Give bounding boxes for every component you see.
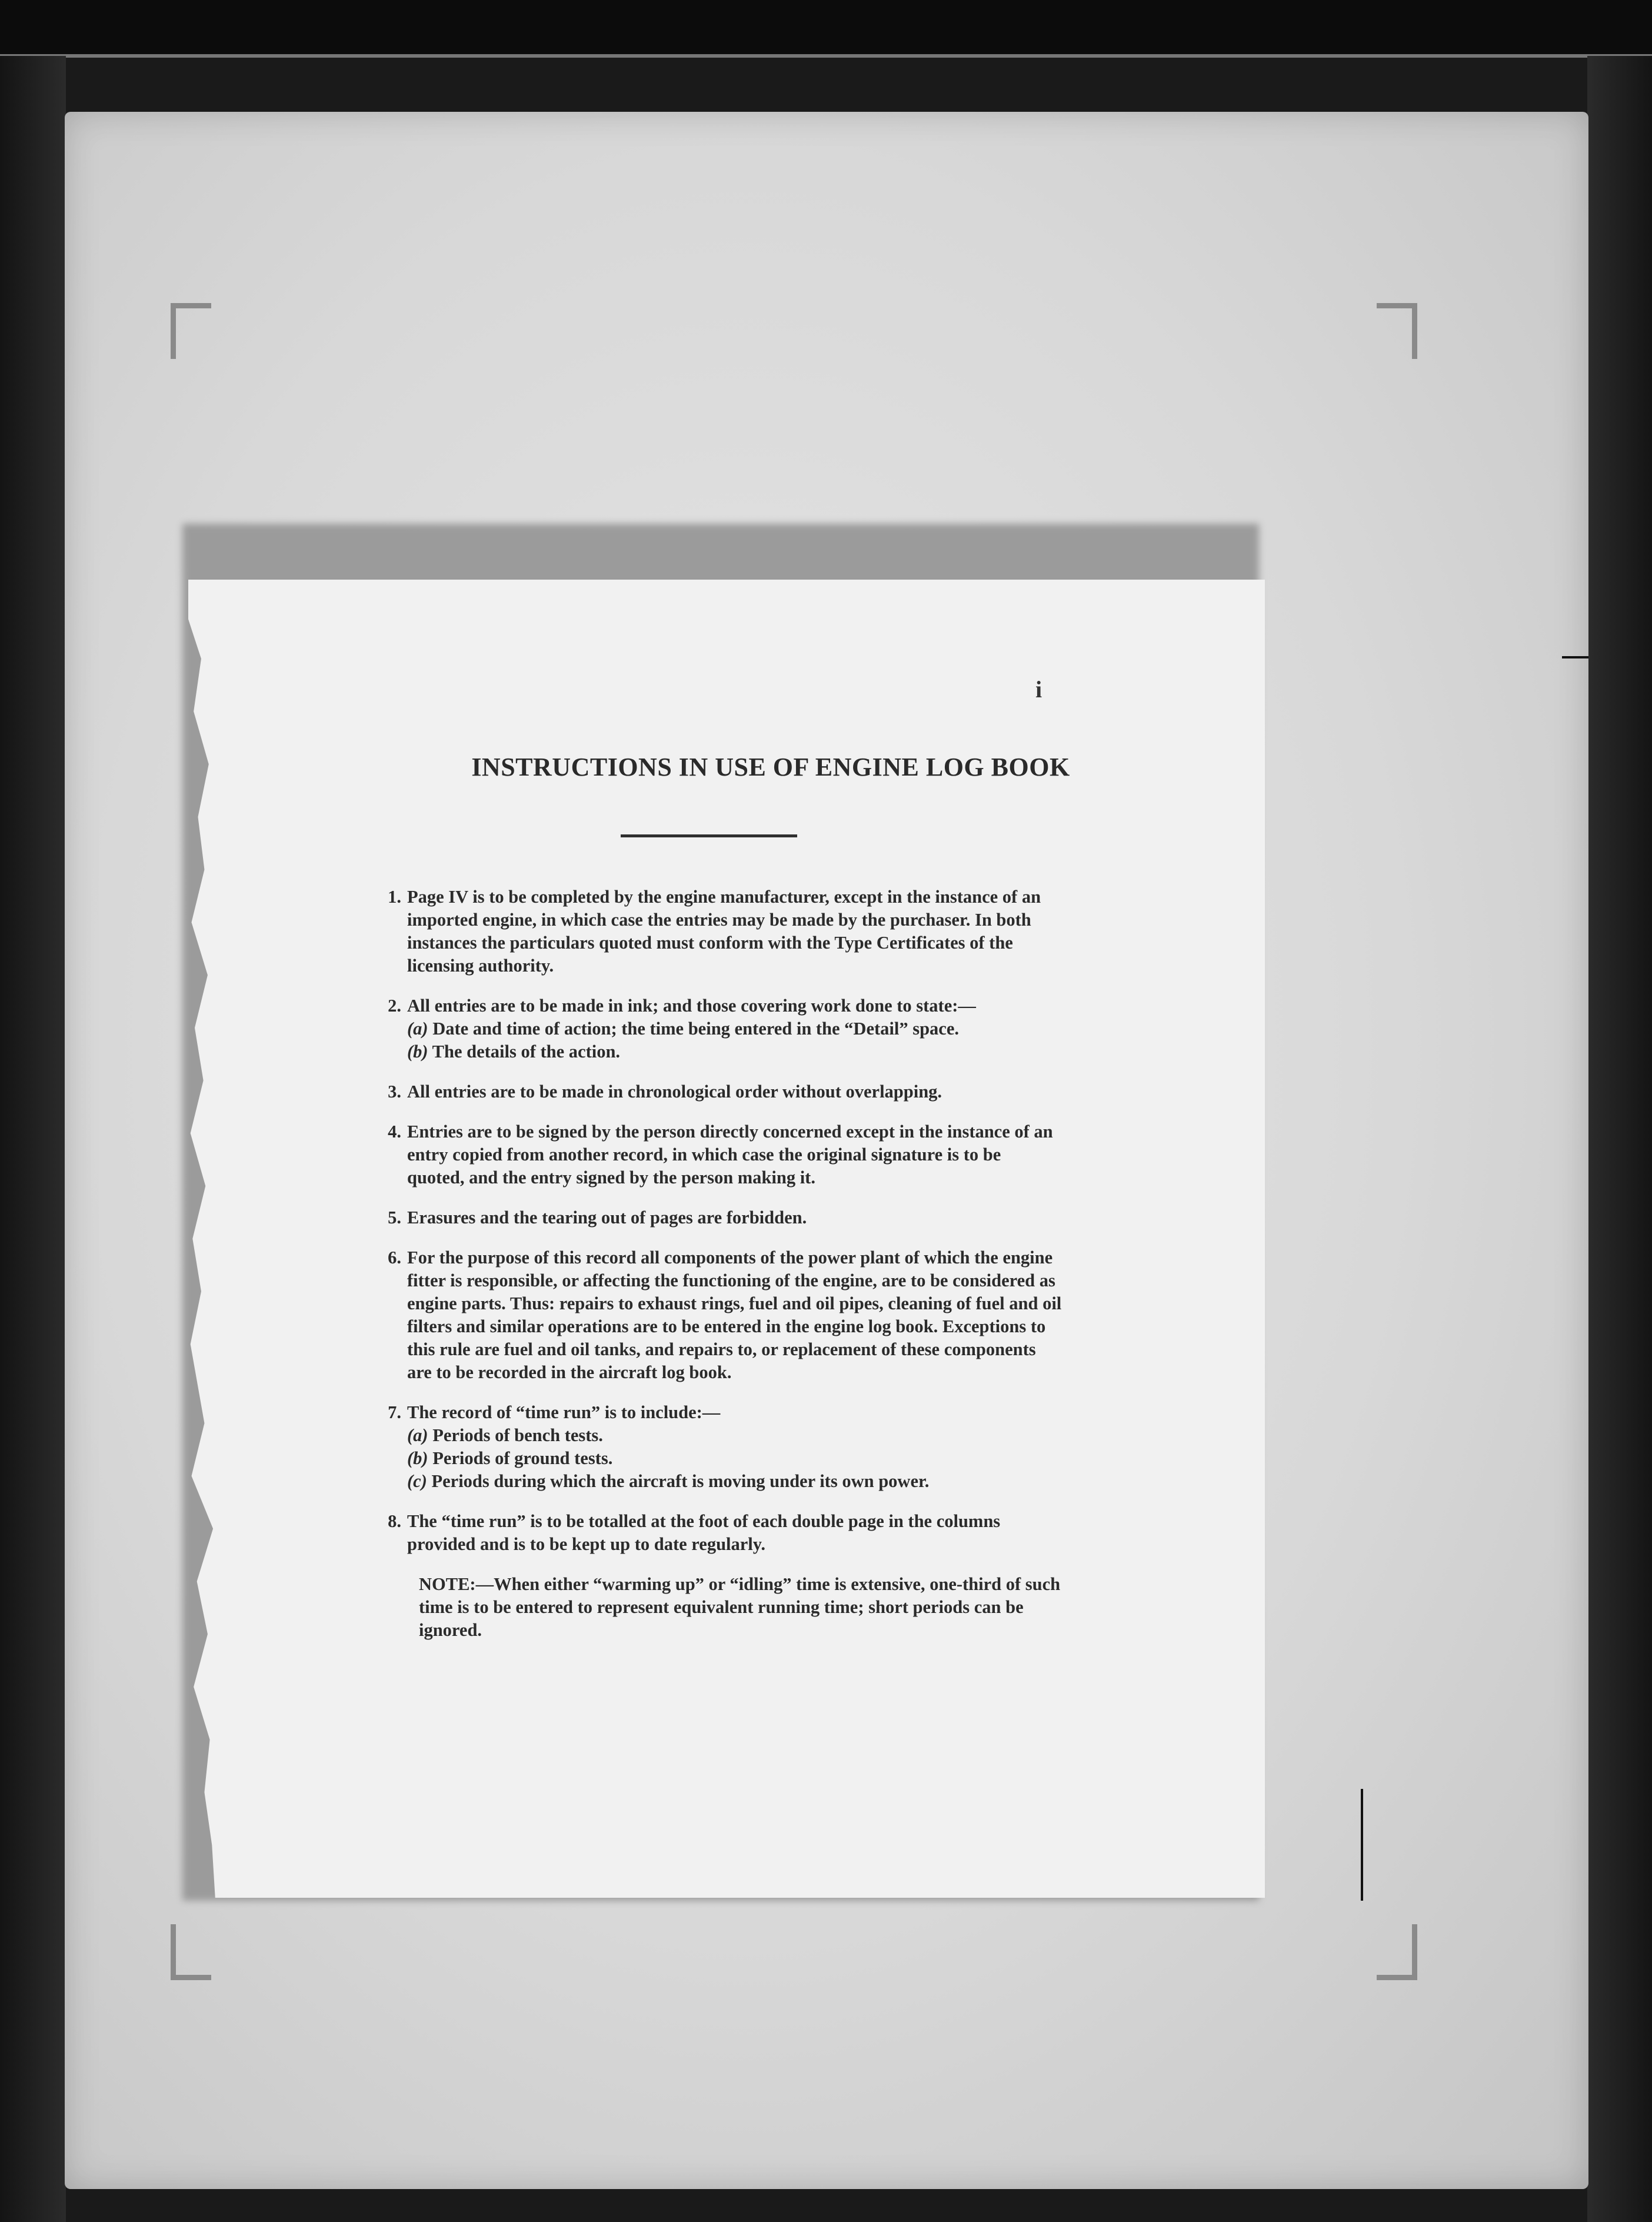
crop-mark-bottom-right bbox=[1377, 1924, 1417, 1980]
item-number: 3. bbox=[388, 1082, 401, 1102]
sub-item bbox=[407, 1424, 1062, 1447]
item-text: All entries are to be made in chronological order without overlapping. bbox=[407, 1082, 942, 1102]
sub-item-text: Periods of ground tests. bbox=[432, 1448, 613, 1468]
item-number: 2. bbox=[388, 996, 401, 1016]
instruction-item bbox=[371, 886, 1062, 977]
sub-item-letter: (a) bbox=[407, 1019, 428, 1039]
page-title: INSTRUCTIONS IN USE OF ENGINE LOG BOOK bbox=[471, 753, 1070, 781]
item-text: All entries are to be made in ink; and those covering work done to state:— bbox=[407, 996, 976, 1016]
film-edge-line bbox=[0, 54, 1652, 58]
crop-mark-top-right bbox=[1377, 303, 1417, 359]
sub-item-text: The details of the action. bbox=[432, 1042, 621, 1062]
sub-item-text: Date and time of action; the time being entered in the “Detail” space. bbox=[432, 1019, 960, 1039]
item-text: For the purpose of this record all components of the power plant of which the engine fitter is responsible, or affecting the functioning of the engine, are to be considered as engine parts. Thus: repairs to exhaust rings, fuel and oil pipes, cleaning of fuel and oil filters and similar operations are to be entered in the engine log book. Exceptions to this rule are fuel and oil tanks, and repairs to, or replacement of these components are to be recorded in the aircraft log book. bbox=[407, 1248, 1062, 1382]
instruction-list bbox=[371, 886, 1062, 1642]
sub-item bbox=[407, 1040, 1062, 1063]
instruction-item bbox=[371, 1080, 1062, 1103]
instruction-item bbox=[371, 1510, 1062, 1556]
crop-mark-bottom-left bbox=[171, 1924, 211, 1980]
film-top-border bbox=[0, 0, 1652, 56]
instruction-item bbox=[371, 1246, 1062, 1384]
sub-item-letter: (b) bbox=[407, 1448, 428, 1468]
instruction-item bbox=[371, 1206, 1062, 1229]
item-number: 1. bbox=[388, 887, 401, 907]
sub-item bbox=[407, 1447, 1062, 1470]
item-text: Entries are to be signed by the person directly concerned except in the instance of an entry copied from another record, in which case the original signature is to be quoted, and the entry signed by the person making it. bbox=[407, 1122, 1053, 1187]
item-number: 5. bbox=[388, 1208, 401, 1228]
sub-item-text: Periods during which the aircraft is moving under its own power. bbox=[431, 1471, 930, 1491]
item-number: 6. bbox=[388, 1248, 401, 1268]
note-label: NOTE:— bbox=[419, 1574, 494, 1594]
instruction-item bbox=[371, 1120, 1062, 1189]
page-number: i bbox=[1035, 676, 1043, 703]
item-number: 8. bbox=[388, 1511, 401, 1531]
item-number: 7. bbox=[388, 1402, 401, 1422]
sub-item-letter: (a) bbox=[407, 1425, 428, 1445]
title-divider bbox=[621, 834, 797, 837]
sub-item-text: Periods of bench tests. bbox=[432, 1425, 603, 1445]
item-text: The “time run” is to be totalled at the foot of each double page in the columns provided and is to be kept up to date regularly. bbox=[407, 1511, 1001, 1554]
sub-item bbox=[407, 1470, 1062, 1493]
film-left-border bbox=[0, 56, 66, 2222]
note-text: When either “warming up” or “idling” time is extensive, one-third of such time is to be entered to represent equivalent running time; short periods can be ignored. bbox=[419, 1574, 1061, 1640]
sub-item bbox=[407, 1017, 1062, 1040]
item-number: 4. bbox=[388, 1122, 401, 1142]
note-block bbox=[371, 1573, 1062, 1642]
item-text: Erasures and the tearing out of pages are forbidden. bbox=[407, 1208, 807, 1228]
item-text: The record of “time run” is to include:— bbox=[407, 1402, 721, 1422]
crop-mark-top-left bbox=[171, 303, 211, 359]
instruction-item bbox=[371, 994, 1062, 1063]
film-right-border bbox=[1587, 56, 1652, 2222]
item-text: Page IV is to be completed by the engine manufacturer, except in the instance of an imported engine, in which case the entries may be made by the purchaser. In both instances the particulars quoted must conform with the Type Certificates of the licensing authority. bbox=[407, 887, 1041, 976]
sub-item-letter: (c) bbox=[407, 1471, 427, 1491]
instruction-item bbox=[371, 1401, 1062, 1493]
film-scratch bbox=[1562, 656, 1588, 658]
film-scratch bbox=[1361, 1789, 1363, 1901]
sub-item-letter: (b) bbox=[407, 1042, 428, 1062]
